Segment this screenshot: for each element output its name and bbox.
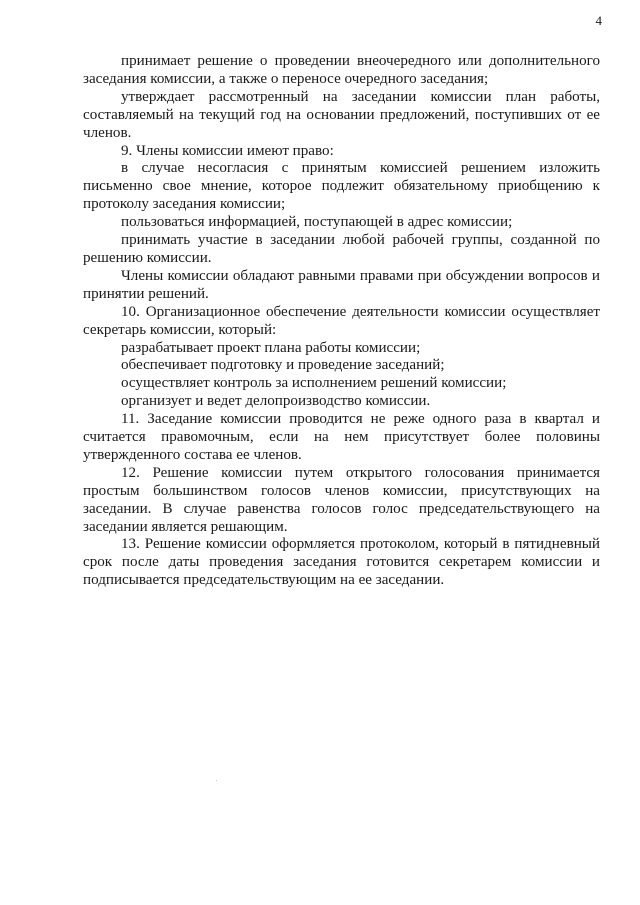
paragraph: 13. Решение комиссии оформляется протоколом, который в пятидневный срок после даты проведения заседания готовится секретарем комиссии и подписывается председательствующим на ее заседании. xyxy=(83,536,600,589)
paragraph: утверждает рассмотренный на заседании комиссии план работы, составляемый на текущий год на основании предложений, поступивших от ее членов. xyxy=(83,88,600,141)
document-body xyxy=(83,53,600,590)
paragraph: разрабатывает проект плана работы комиссии; xyxy=(121,339,421,356)
paragraph: Члены комиссии обладают равными правами при обсуждении вопросов и принятии решений. xyxy=(83,267,600,302)
paragraph: организует и ведет делопроизводство комиссии. xyxy=(121,393,431,410)
paragraph: 12. Решение комиссии путем открытого голосования принимается простым большинством голосов членов комиссии, присутствующих на заседании. В случае равенства голосов голос председательствующего на заседании является решающим. xyxy=(83,464,600,535)
paragraph: в случае несогласия с принятым комиссией решением изложить письменно свое мнение, которое подлежит обязательному приобщению к протоколу заседания комиссии; xyxy=(83,160,600,213)
paragraph: пользоваться информацией, поступающей в адрес комиссии; xyxy=(121,214,513,231)
paragraph: 10. Организационное обеспечение деятельности комиссии осуществляет секретарь комиссии, который: xyxy=(83,303,600,338)
paragraph: принимает решение о проведении внеочередного или дополнительного заседания комиссии, а также о переносе очередного заседания; xyxy=(83,53,600,87)
paragraph: 11. Заседание комиссии проводится не реже одного раза в квартал и считается правомочным, если на нем присутствует более половины утвержденного состава ее членов. xyxy=(83,411,600,463)
paragraph: осуществляет контроль за исполнением решений комиссии; xyxy=(121,375,507,392)
paragraph: принимать участие в заседании любой рабочей группы, созданной по решению комиссии. xyxy=(83,232,600,266)
paragraph: 9. Члены комиссии имеют право: xyxy=(121,142,334,159)
paragraph: обеспечивает подготовку и проведение заседаний; xyxy=(121,357,445,374)
scan-speck xyxy=(216,780,217,781)
page-number: 4 xyxy=(595,13,602,28)
